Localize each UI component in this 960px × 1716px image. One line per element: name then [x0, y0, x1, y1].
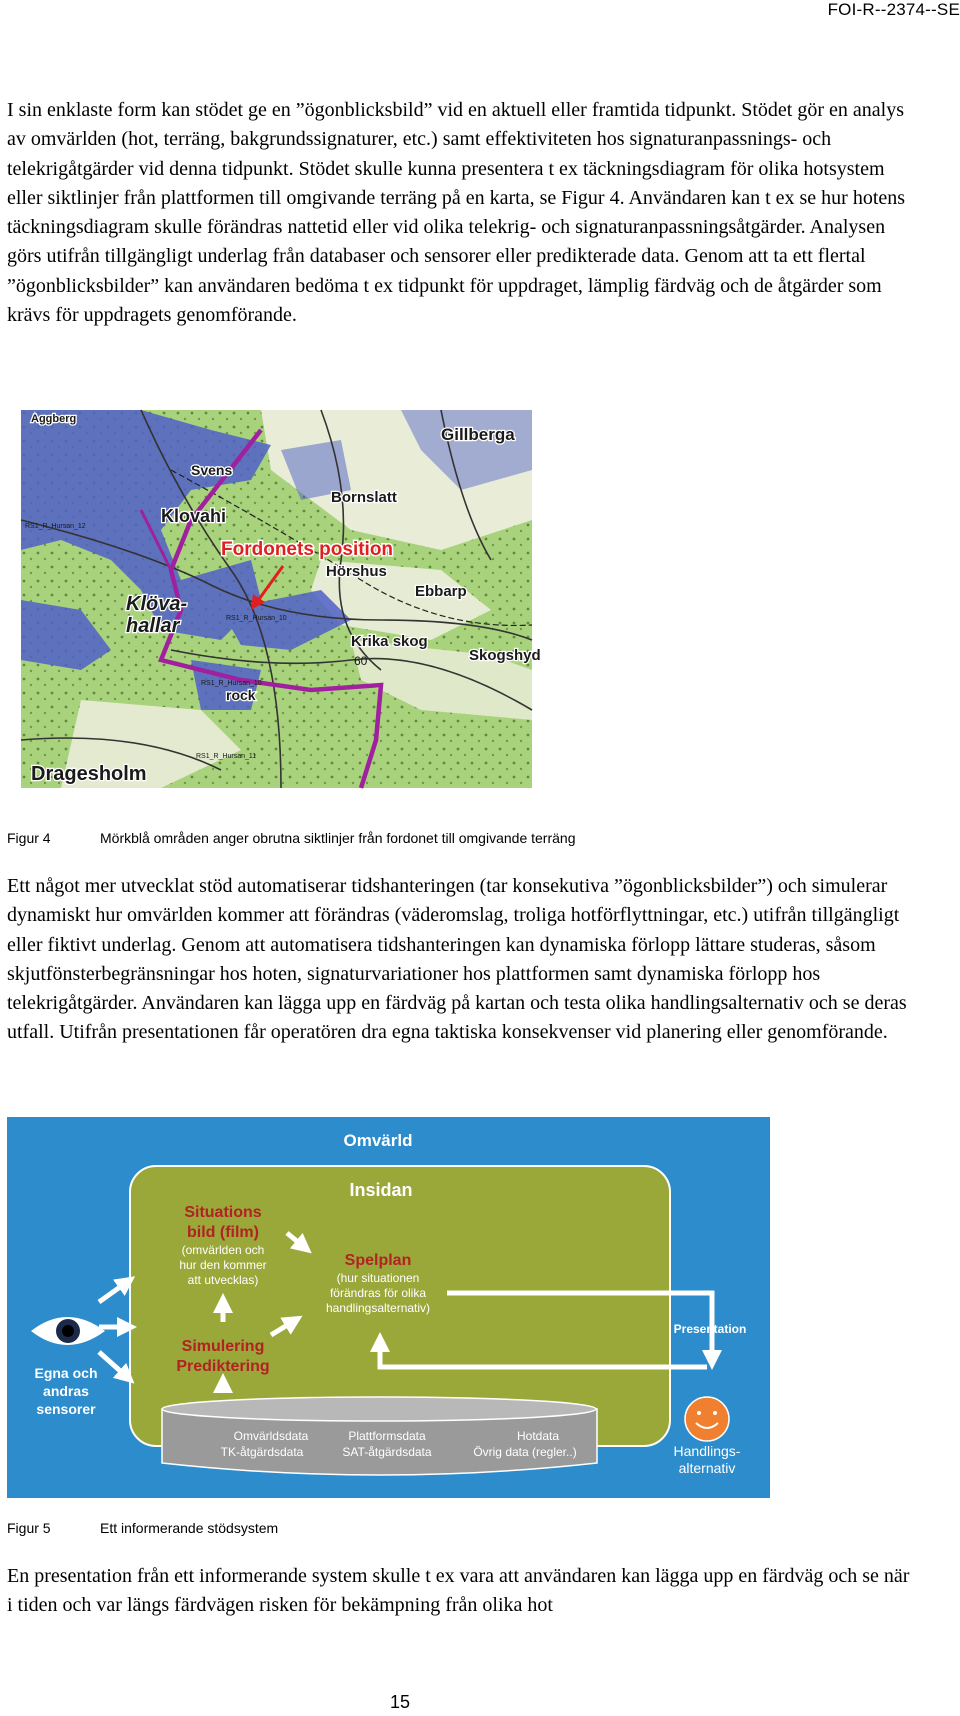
- svg-text:sensorer: sensorer: [36, 1401, 96, 1417]
- figure-5-diagram: [7, 1117, 770, 1498]
- situation-subtitle: hur den kommer: [179, 1258, 267, 1272]
- place-label: Bornslatt: [331, 489, 397, 506]
- svg-text:TK-åtgärdsdata: TK-åtgärdsdata: [220, 1445, 304, 1459]
- action-label: [674, 1443, 741, 1476]
- presentation-label: Presentation: [673, 1322, 747, 1336]
- place-label: Skogshyd: [469, 647, 541, 664]
- svg-text:Övrig data (regler..): Övrig data (regler..): [473, 1445, 577, 1459]
- simulation-label: Prediktering: [176, 1358, 270, 1375]
- map-annotation: Fordonets position: [221, 539, 394, 560]
- small-label: RS1_R_Hursan_10: [226, 615, 287, 622]
- place-label: Krika skog: [351, 633, 428, 650]
- place-label: hallar: [126, 615, 180, 637]
- paragraph-2: Ett något mer utvecklat stöd automatiserar tidshanteringen (tar konsekutiva ”ögonblicksbilder”) och simulerar dynamiskt hur omvärlden kommer att förändras (väderomslag, troliga hotförflyttningar, etc.) utifrån tillgängligt eller fiktivt underlag. Genom att automatisera tidshanteringen kan dynamiska förlopp lättare studeras, såsom skjutfönsterbegränsningar hos hoten, signaturvariationer hos plattformen samt dynamiska förlopp hos telekrigåtgärder. Användaren kan lägga upp en färdväg på kartan och testa olika handlingsalternativ och se deras utfall. Utifrån presentationen får operatören dra egna taktiska konsekvenser vid planering eller genomförande.: [7, 875, 907, 1044]
- sensors-label: [34, 1365, 97, 1417]
- small-label: RS1_R_Hursan_12: [25, 523, 86, 530]
- place-label: Klöva-: [126, 593, 188, 615]
- situation-subtitle: att utvecklas): [187, 1273, 259, 1287]
- svg-text:Hotdata: Hotdata: [516, 1429, 560, 1443]
- smiley-icon: [685, 1397, 729, 1441]
- figure-5-number: Figur 5: [7, 1520, 51, 1536]
- outer-title: Omvärld: [343, 1131, 413, 1150]
- small-label: RS1_R_Hursan_11: [196, 753, 257, 760]
- situation-title: Situations: [184, 1204, 262, 1221]
- paragraph-3: En presentation från ett informerande system skulle t ex vara att användaren kan lägga upp en färdväg och se när i tiden och var längs färdvägen risken för bekämpning från olika hot: [7, 1565, 910, 1617]
- situation-block: [179, 1204, 266, 1287]
- place-label: Svens: [191, 462, 233, 478]
- situation-title: bild (film): [187, 1224, 259, 1241]
- place-label: Klovahi: [161, 506, 227, 526]
- place-label: Dragesholm: [31, 763, 147, 785]
- figure-4-caption: Mörkblå områden anger obrutna siktlinjer från fordonet till omgivande terräng: [100, 830, 576, 846]
- paragraph-1: I sin enklaste form kan stödet ge en ”ögonblicksbild” vid en aktuell eller framtida tidpunkt. Stödet gör en analys av omvärlden (hot, terräng, bakgrundssignaturer, etc.) samt effektiviteten hos signaturanpassnings- och telekrigåtgärder vid denna tidpunkt. Stödet skulle kunna presentera t ex täckningsdiagram för olika hotsystem eller siktlinjer från plattformen till omgivande terräng på en karta, se Figur 4. Användaren kan t ex se hur hotens täckningsdiagram skulle förändras nattetid eller vid olika telekrig- och signaturanpassningsåtgärder. Analysen görs utifrån tillgängligt underlag från databaser och sensorer eller predikterade data. Genom att ta ett flertal ”ögonblicksbilder” kan användaren bedöma t ex tidpunkt för uppdraget, lämplig färdväg och de åtgärder som krävs för uppdragets genomförande.: [7, 99, 906, 327]
- svg-text:alternativ: alternativ: [678, 1460, 736, 1476]
- svg-text:Handlings-: Handlings-: [673, 1443, 741, 1459]
- document-id: FOI-R--2374--SE: [827, 0, 960, 19]
- place-label: Aggberg: [31, 413, 77, 425]
- svg-text:Omvärldsdata: Omvärldsdata: [233, 1429, 309, 1443]
- page-number: 15: [390, 1692, 411, 1712]
- figure-4-map: [21, 410, 541, 788]
- road-number: 60: [354, 654, 368, 668]
- place-label: rock: [226, 687, 256, 703]
- figure-4-number: Figur 4: [7, 830, 51, 846]
- figure-5-caption: Ett informerande stödsystem: [100, 1520, 279, 1536]
- svg-text:andras: andras: [43, 1383, 89, 1399]
- inner-title: Insidan: [349, 1180, 413, 1200]
- spelplan-subtitle: (hur situationen: [336, 1271, 420, 1285]
- spelplan-title: Spelplan: [344, 1252, 412, 1269]
- situation-subtitle: (omvärlden och: [181, 1243, 265, 1257]
- svg-text:Egna och: Egna och: [34, 1365, 98, 1381]
- small-label: RS1_R_Hursan_10: [201, 680, 262, 687]
- spelplan-subtitle: handlingsalternativ): [325, 1301, 431, 1315]
- spelplan-subtitle: förändras för olika: [329, 1286, 427, 1300]
- place-label: Ebbarp: [415, 583, 467, 600]
- simulation-label: Simulering: [181, 1338, 265, 1355]
- place-label: Hörshus: [326, 563, 387, 580]
- svg-text:Plattformsdata: Plattformsdata: [348, 1429, 426, 1443]
- svg-text:SAT-åtgärdsdata: SAT-åtgärdsdata: [342, 1445, 432, 1459]
- place-label: Gillberga: [441, 425, 515, 444]
